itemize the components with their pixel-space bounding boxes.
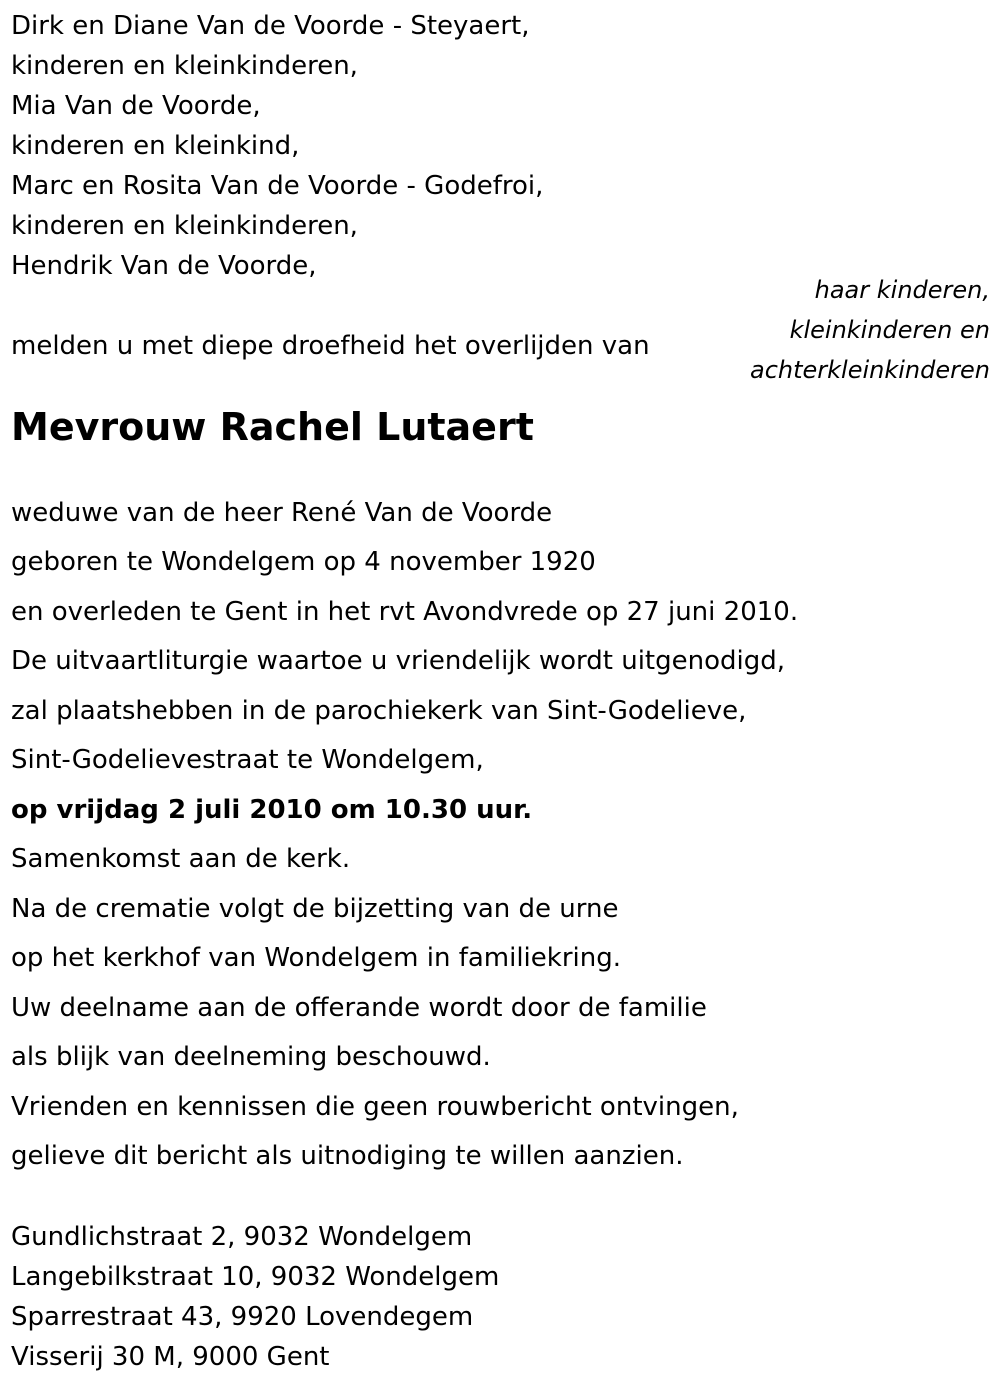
address-line: Visserij 30 M, 9000 Gent xyxy=(11,1342,330,1372)
address-line: Langebilkstraat 10, 9032 Wondelgem xyxy=(11,1262,500,1292)
body-line: op het kerkhof van Wondelgem in familiekring. xyxy=(11,943,621,973)
family-line: kinderen en kleinkinderen, xyxy=(11,211,358,241)
family-line: Mia Van de Voorde, xyxy=(11,91,261,121)
family-line: kinderen en kleinkind, xyxy=(11,131,300,161)
body-line: als blijk van deelneming beschouwd. xyxy=(11,1042,491,1072)
body-line: Samenkomst aan de kerk. xyxy=(11,844,351,874)
family-line: Hendrik Van de Voorde, xyxy=(11,251,317,281)
body-line: Uw deelname aan de offerande wordt door de familie xyxy=(11,993,707,1023)
ceremony-datetime: op vrijdag 2 juli 2010 om 10.30 uur. xyxy=(11,795,533,825)
body-line: zal plaatshebben in de parochiekerk van Sint-Godelieve, xyxy=(11,696,747,726)
side-note-line: kleinkinderen en xyxy=(789,316,990,344)
family-line: kinderen en kleinkinderen, xyxy=(11,51,358,81)
address-line: Gundlichstraat 2, 9032 Wondelgem xyxy=(11,1222,473,1252)
announcement: melden u met diepe droefheid het overlijden van xyxy=(11,331,650,361)
side-note xyxy=(750,270,990,390)
family-line: Dirk en Diane Van de Voorde - Steyaert, xyxy=(11,11,530,41)
side-note-line: achterkleinkinderen xyxy=(750,356,990,384)
deceased-name: Mevrouw Rachel Lutaert xyxy=(11,405,534,449)
body-line: Sint-Godelievestraat te Wondelgem, xyxy=(11,745,484,775)
body-line: De uitvaartliturgie waartoe u vriendelijk wordt uitgenodigd, xyxy=(11,646,785,676)
family-line: Marc en Rosita Van de Voorde - Godefroi, xyxy=(11,171,544,201)
body-line: Vrienden en kennissen die geen rouwbericht ontvingen, xyxy=(11,1092,739,1122)
body-line: Na de crematie volgt de bijzetting van de urne xyxy=(11,894,619,924)
body-line: en overleden te Gent in het rvt Avondvrede op 27 juni 2010. xyxy=(11,597,799,627)
side-note-line: haar kinderen, xyxy=(814,276,990,304)
body-line: weduwe van de heer René Van de Voorde xyxy=(11,498,553,528)
address-line: Sparrestraat 43, 9920 Lovendegem xyxy=(11,1302,474,1332)
body-line: geboren te Wondelgem op 4 november 1920 xyxy=(11,547,596,577)
body-line: gelieve dit bericht als uitnodiging te willen aanzien. xyxy=(11,1141,684,1171)
